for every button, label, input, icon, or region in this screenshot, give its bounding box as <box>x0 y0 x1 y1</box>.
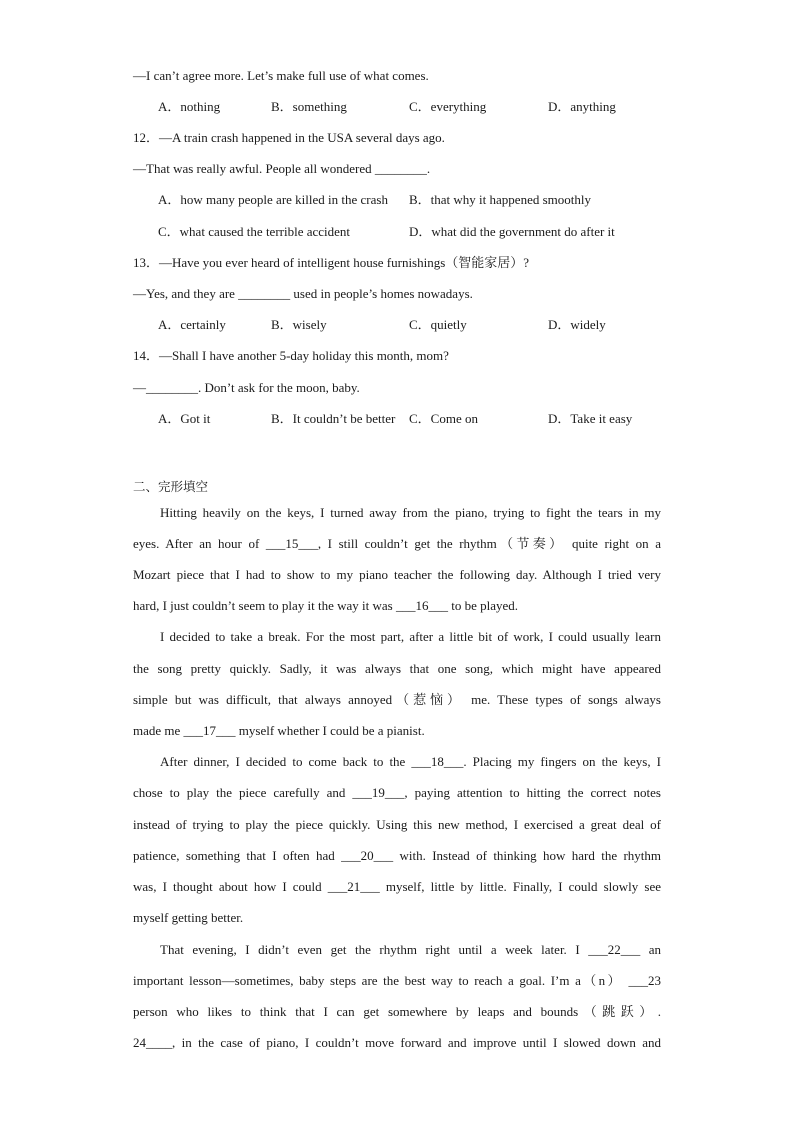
passage-line-3: Mozart piece that I had to show to my piano teacher the following day. Although I tried very <box>133 567 661 582</box>
q13-option-c: C．quietly <box>409 317 467 332</box>
q11-option-c: C．everything <box>409 99 487 114</box>
passage-line-13: was, I thought about how I could ___21___ myself, little by little. Finally, I could slowly see <box>133 879 661 894</box>
q14-option-a: A．Got it <box>158 411 211 426</box>
q14-answer-line: —________. Don’t ask for the moon, baby. <box>133 380 360 395</box>
passage-line-14: myself getting better. <box>133 910 244 925</box>
q11-option-d: D．anything <box>548 99 616 114</box>
passage-line-6: the song pretty quickly. Sadly, it was always that one song, which might have appeared <box>133 661 661 676</box>
passage-line-7: simple but was difficult, that always annoyed（惹恼） me. These types of songs always <box>133 692 661 707</box>
q11-answer-line: —I can’t agree more. Let’s make full use of what comes. <box>133 68 429 83</box>
q14-option-d: D．Take it easy <box>548 411 633 426</box>
q11-option-b: B．something <box>271 99 347 114</box>
q12-answer-line: —That was really awful. People all wondered ________. <box>133 161 431 176</box>
passage-line-15: That evening, I didn’t even get the rhythm right until a week later. I ___22___ an <box>160 942 661 957</box>
q13-option-b: B．wisely <box>271 317 327 332</box>
passage-line-9: After dinner, I decided to come back to the ___18___. Placing my fingers on the keys, I <box>160 754 661 769</box>
q12-stem: 12．—A train crash happened in the USA several days ago. <box>133 130 445 145</box>
passage-line-16: important lesson—sometimes, baby steps are the best way to reach a goal. I’m a（n） ___23 <box>133 973 661 988</box>
passage-line-17: person who likes to think that I can get somewhere by leaps and bounds（跳跃）. <box>133 1004 661 1019</box>
passage-line-18: 24____, in the case of piano, I couldn’t move forward and improve until I slowed down and <box>133 1035 661 1050</box>
q12-option-c: C．what caused the terrible accident <box>158 224 351 239</box>
q13-answer-line: —Yes, and they are ________ used in people’s homes nowadays. <box>133 286 473 301</box>
q14-stem: 14．—Shall I have another 5-day holiday this month, mom? <box>133 348 449 363</box>
q13-option-a: A．certainly <box>158 317 226 332</box>
q11-option-a: A．nothing <box>158 99 221 114</box>
q12-option-d: D．what did the government do after it <box>409 224 615 239</box>
q13-stem: 13．—Have you ever heard of intelligent house furnishings（智能家居）? <box>133 255 530 270</box>
q14-option-c: C．Come on <box>409 411 478 426</box>
passage-line-8: made me ___17___ myself whether I could be a pianist. <box>133 723 425 738</box>
q12-option-b: B．that why it happened smoothly <box>409 192 591 207</box>
q12-option-a: A．how many people are killed in the crash <box>158 192 388 207</box>
passage-line-4: hard, I just couldn’t seem to play it the way it was ___16___ to be played. <box>133 598 518 613</box>
q13-option-d: D．widely <box>548 317 606 332</box>
passage-line-1: Hitting heavily on the keys, I turned away from the piano, trying to fight the tears in my <box>160 505 661 520</box>
section-heading: 二、完形填空 <box>133 479 209 494</box>
passage-line-5: I decided to take a break. For the most part, after a little bit of work, I could usually learn <box>160 629 661 644</box>
passage-line-2: eyes. After an hour of ___15___, I still couldn’t get the rhythm（节奏） quite right on a <box>133 536 661 551</box>
passage-line-10: chose to play the piece carefully and ___19___, paying attention to hitting the correct notes <box>133 785 661 800</box>
q14-option-b: B．It couldn’t be better <box>271 411 396 426</box>
passage-line-12: patience, something that I often had ___20___ with. Instead of thinking how hard the rhythm <box>133 848 661 863</box>
passage-line-11: instead of trying to play the piece quickly. Using this new method, I exercised a great deal of <box>133 817 661 832</box>
